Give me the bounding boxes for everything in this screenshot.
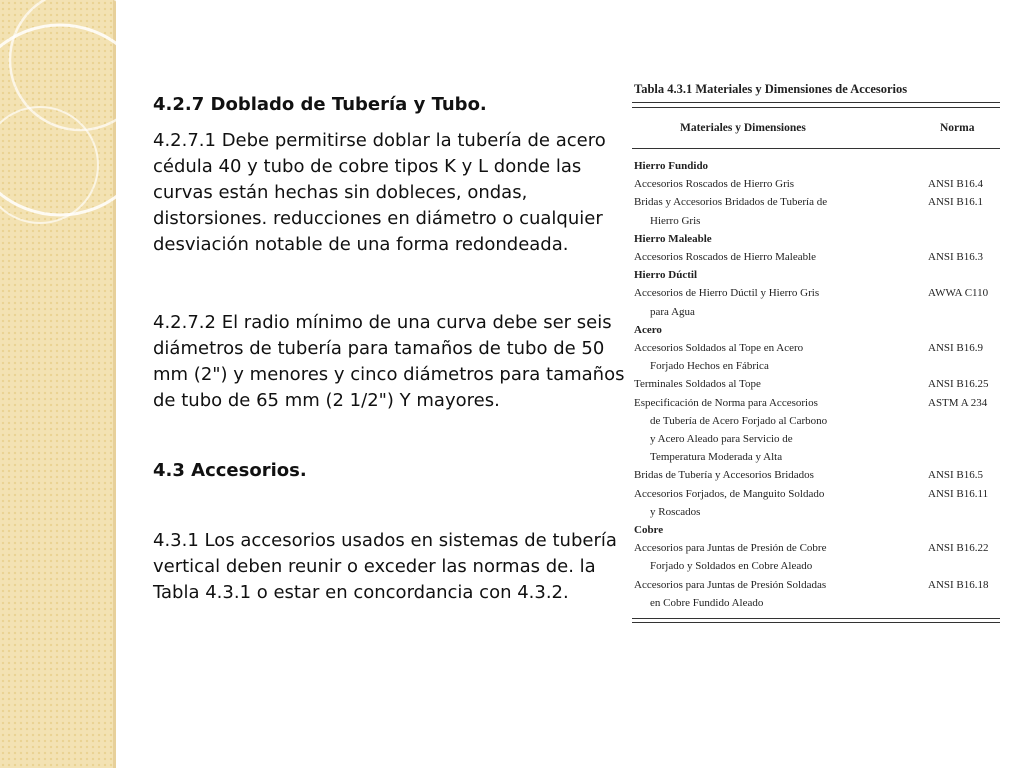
table-row [632,576,1000,594]
table-row [632,485,1000,503]
cell-norma [922,321,1000,339]
table-bottom-rule [632,618,1000,619]
cell-norma [922,303,1000,321]
table-row [632,466,1000,484]
table-header [632,108,1000,149]
table-row [632,248,1000,266]
table-row [632,503,1000,521]
table-category-row [632,321,1000,339]
cell-material: Acero [634,323,662,336]
table-body [632,149,1000,612]
cell-norma [922,266,1000,284]
cell-material: Forjado Hechos en Fábrica [650,360,769,373]
table-row [632,303,1000,321]
table-row [632,412,1000,430]
cell-norma [922,557,1000,575]
cell-norma: ANSI B16.5 [928,469,984,482]
table-row [632,594,1000,612]
cell-norma [922,357,1000,375]
cell-material: Forjado y Soldados en Cobre Aleado [650,560,813,573]
cell-material: Accesorios para Juntas de Presión Soldadas [634,578,827,591]
table-category-row [632,521,1000,539]
cell-material: y Acero Aleado para Servicio de [650,433,793,446]
table-row [632,375,1000,393]
cell-material: Terminales Soldados al Tope [634,378,761,391]
table-row [632,284,1000,302]
cell-norma [922,230,1000,248]
cell-material: y Roscados [650,505,701,518]
table-row [632,557,1000,575]
cell-material: Hierro Dúctil [634,269,698,282]
section-heading-4-2-7: 4.2.7 Doblado de Tubería y Tubo. [153,94,487,115]
paragraph-4-2-7-1: 4.2.7.1 Debe permitirse doblar la tubería de acero cédula 40 y tubo de cobre tipos K y L donde las curvas están hechas sin dobleces, ondas, distorsiones. reducciones en diámetro o cualquier desviación notable de una forma redondeada. [153,130,606,255]
cell-norma: ANSI B16.18 [928,578,989,591]
cell-material: Bridas y Accesorios Bridados de Tubería de [634,196,828,209]
table-row [632,539,1000,557]
table-row [632,357,1000,375]
cell-material: Accesorios Forjados, de Manguito Soldado [634,487,825,500]
cell-material: Especificación de Norma para Accesorios [634,396,818,409]
header-norma: Norma [940,122,975,134]
cell-material: Bridas de Tubería y Accesorios Bridados [634,469,814,482]
table-top-rule [632,102,1000,103]
cell-norma: ANSI B16.3 [928,251,984,264]
table-category-row [632,230,1000,248]
cell-norma [922,503,1000,521]
accessories-table [632,82,1000,623]
cell-norma: ASTM A 234 [928,396,988,409]
table-row [632,193,1000,211]
cell-material: Temperatura Moderada y Alta [650,451,783,464]
cell-norma: ANSI B16.1 [928,196,984,209]
cell-norma: ANSI B16.9 [928,342,984,355]
cell-material: Accesorios Soldados al Tope en Acero [634,342,804,355]
slide-text [153,92,625,606]
table-row [632,339,1000,357]
table-row [632,448,1000,466]
section-heading-4-3: 4.3 Accesorios. [153,460,307,481]
cell-norma [922,430,1000,448]
cell-material: para Agua [650,305,695,318]
table-bottom-rule-2 [632,622,1000,623]
cell-norma [922,412,1000,430]
cell-norma [922,594,1000,612]
cell-norma [922,157,1000,175]
cell-norma: ANSI B16.25 [928,378,989,391]
cell-norma: ANSI B16.4 [928,178,984,191]
header-materials: Materiales y Dimensiones [680,122,806,134]
cell-material: Accesorios Roscados de Hierro Maleable [634,251,817,264]
cell-norma [922,521,1000,539]
table-row [632,175,1000,193]
table-category-row [632,266,1000,284]
cell-norma: ANSI B16.11 [928,487,989,500]
cell-norma [922,212,1000,230]
cell-material: Hierro Maleable [634,232,712,245]
cell-material: Accesorios para Juntas de Presión de Cobre [634,542,827,555]
paragraph-4-3-1: 4.3.1 Los accesorios usados en sistemas de tubería vertical deben reunir o exceder las normas de. la Tabla 4.3.1 o estar en concordancia con 4.3.2. [153,530,617,603]
table-row [632,212,1000,230]
cell-norma: AWWA C110 [928,287,989,300]
table-category-row [632,157,1000,175]
cell-norma [922,448,1000,466]
cell-material: Hierro Gris [650,214,701,227]
cell-material: de Tubería de Acero Forjado al Carbono [650,414,828,427]
cell-material: Cobre [634,524,664,537]
table-caption: Tabla 4.3.1 Materiales y Dimensiones de Accesorios [634,82,908,96]
cell-material: en Cobre Fundido Aleado [650,596,764,609]
cell-material: Hierro Fundido [634,160,709,172]
table-row [632,394,1000,412]
paragraph-4-2-7-2: 4.2.7.2 El radio mínimo de una curva debe ser seis diámetros de tubería para tamaños de tubo de 50 mm (2") y menores y cinco diámetros para tamaños de tubo de 65 mm (2 1/2") Y mayores. [153,312,625,411]
table-row [632,430,1000,448]
cell-material: Accesorios Roscados de Hierro Gris [634,178,795,191]
cell-norma: ANSI B16.22 [928,542,989,555]
cell-material: Accesorios de Hierro Dúctil y Hierro Gris [634,287,820,300]
